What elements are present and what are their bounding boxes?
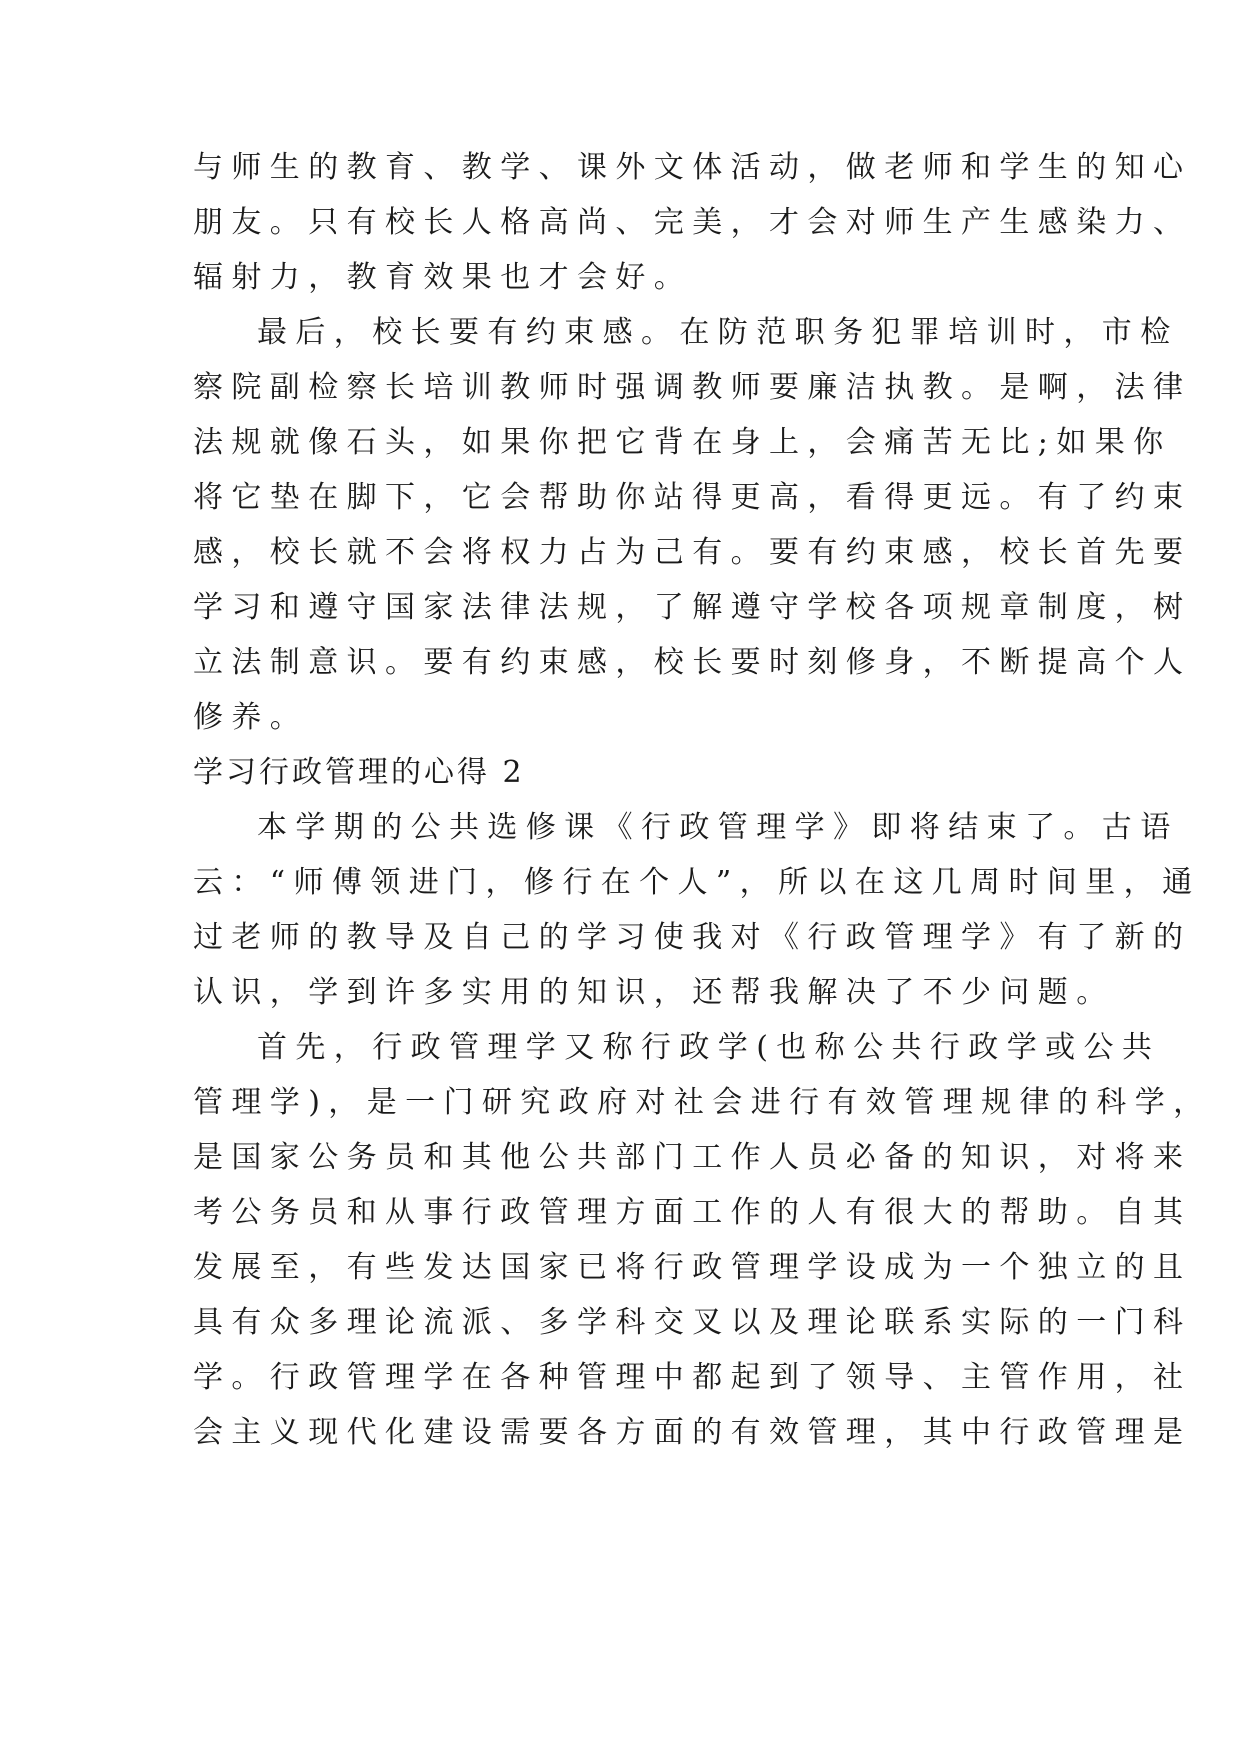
text-line: 会主义现代化建设需要各方面的有效管理，其中行政管理是 <box>193 1415 1192 1450</box>
section-heading: 学习行政管理的心得 2 <box>193 755 525 790</box>
text-line: 认识，学到许多实用的知识，还帮我解决了不少问题。 <box>193 975 1115 1010</box>
text-line: 管理学)，是一门研究政府对社会进行有效管理规律的科学， <box>193 1085 1212 1120</box>
text-line: 具有众多理论流派、多学科交叉以及理论联系实际的一门科 <box>193 1305 1192 1340</box>
text-line: 修养。 <box>193 700 309 735</box>
text-line: 感，校长就不会将权力占为己有。要有约束感，校长首先要 <box>193 535 1192 570</box>
text-line: 朋友。只有校长人格高尚、完美，才会对师生产生感染力、 <box>193 205 1192 240</box>
text-line: 辐射力，教育效果也才会好。 <box>193 260 693 295</box>
text-line: 发展至，有些发达国家已将行政管理学设成为一个独立的且 <box>193 1250 1192 1285</box>
text-line: 过老师的教导及自己的学习使我对《行政管理学》有了新的 <box>193 920 1192 955</box>
text-line: 是国家公务员和其他公共部门工作人员必备的知识，对将来 <box>193 1140 1192 1175</box>
paragraph-first-line: 最后，校长要有约束感。在防范职务犯罪培训时，市检 <box>257 315 1179 350</box>
paragraph-first-line: 首先，行政管理学又称行政学(也称公共行政学或公共 <box>257 1030 1161 1065</box>
text-line: 将它垫在脚下，它会帮助你站得更高，看得更远。有了约束 <box>193 480 1192 515</box>
text-line: 云：“师傅领进门，修行在个人”，所以在这几周时间里，通 <box>193 865 1201 900</box>
text-line: 考公务员和从事行政管理方面工作的人有很大的帮助。自其 <box>193 1195 1192 1230</box>
text-line: 立法制意识。要有约束感，校长要时刻修身，不断提高个人 <box>193 645 1192 680</box>
text-line: 学。行政管理学在各种管理中都起到了领导、主管作用，社 <box>193 1360 1192 1395</box>
text-line: 察院副检察长培训教师时强调教师要廉洁执教。是啊，法律 <box>193 370 1192 405</box>
text-line: 法规就像石头，如果你把它背在身上，会痛苦无比;如果你 <box>193 425 1172 460</box>
paragraph-first-line: 本学期的公共选修课《行政管理学》即将结束了。古语 <box>257 810 1179 845</box>
text-line: 学习和遵守国家法律法规，了解遵守学校各项规章制度，树 <box>193 590 1192 625</box>
text-line: 与师生的教育、教学、课外文体活动，做老师和学生的知心 <box>193 150 1192 185</box>
